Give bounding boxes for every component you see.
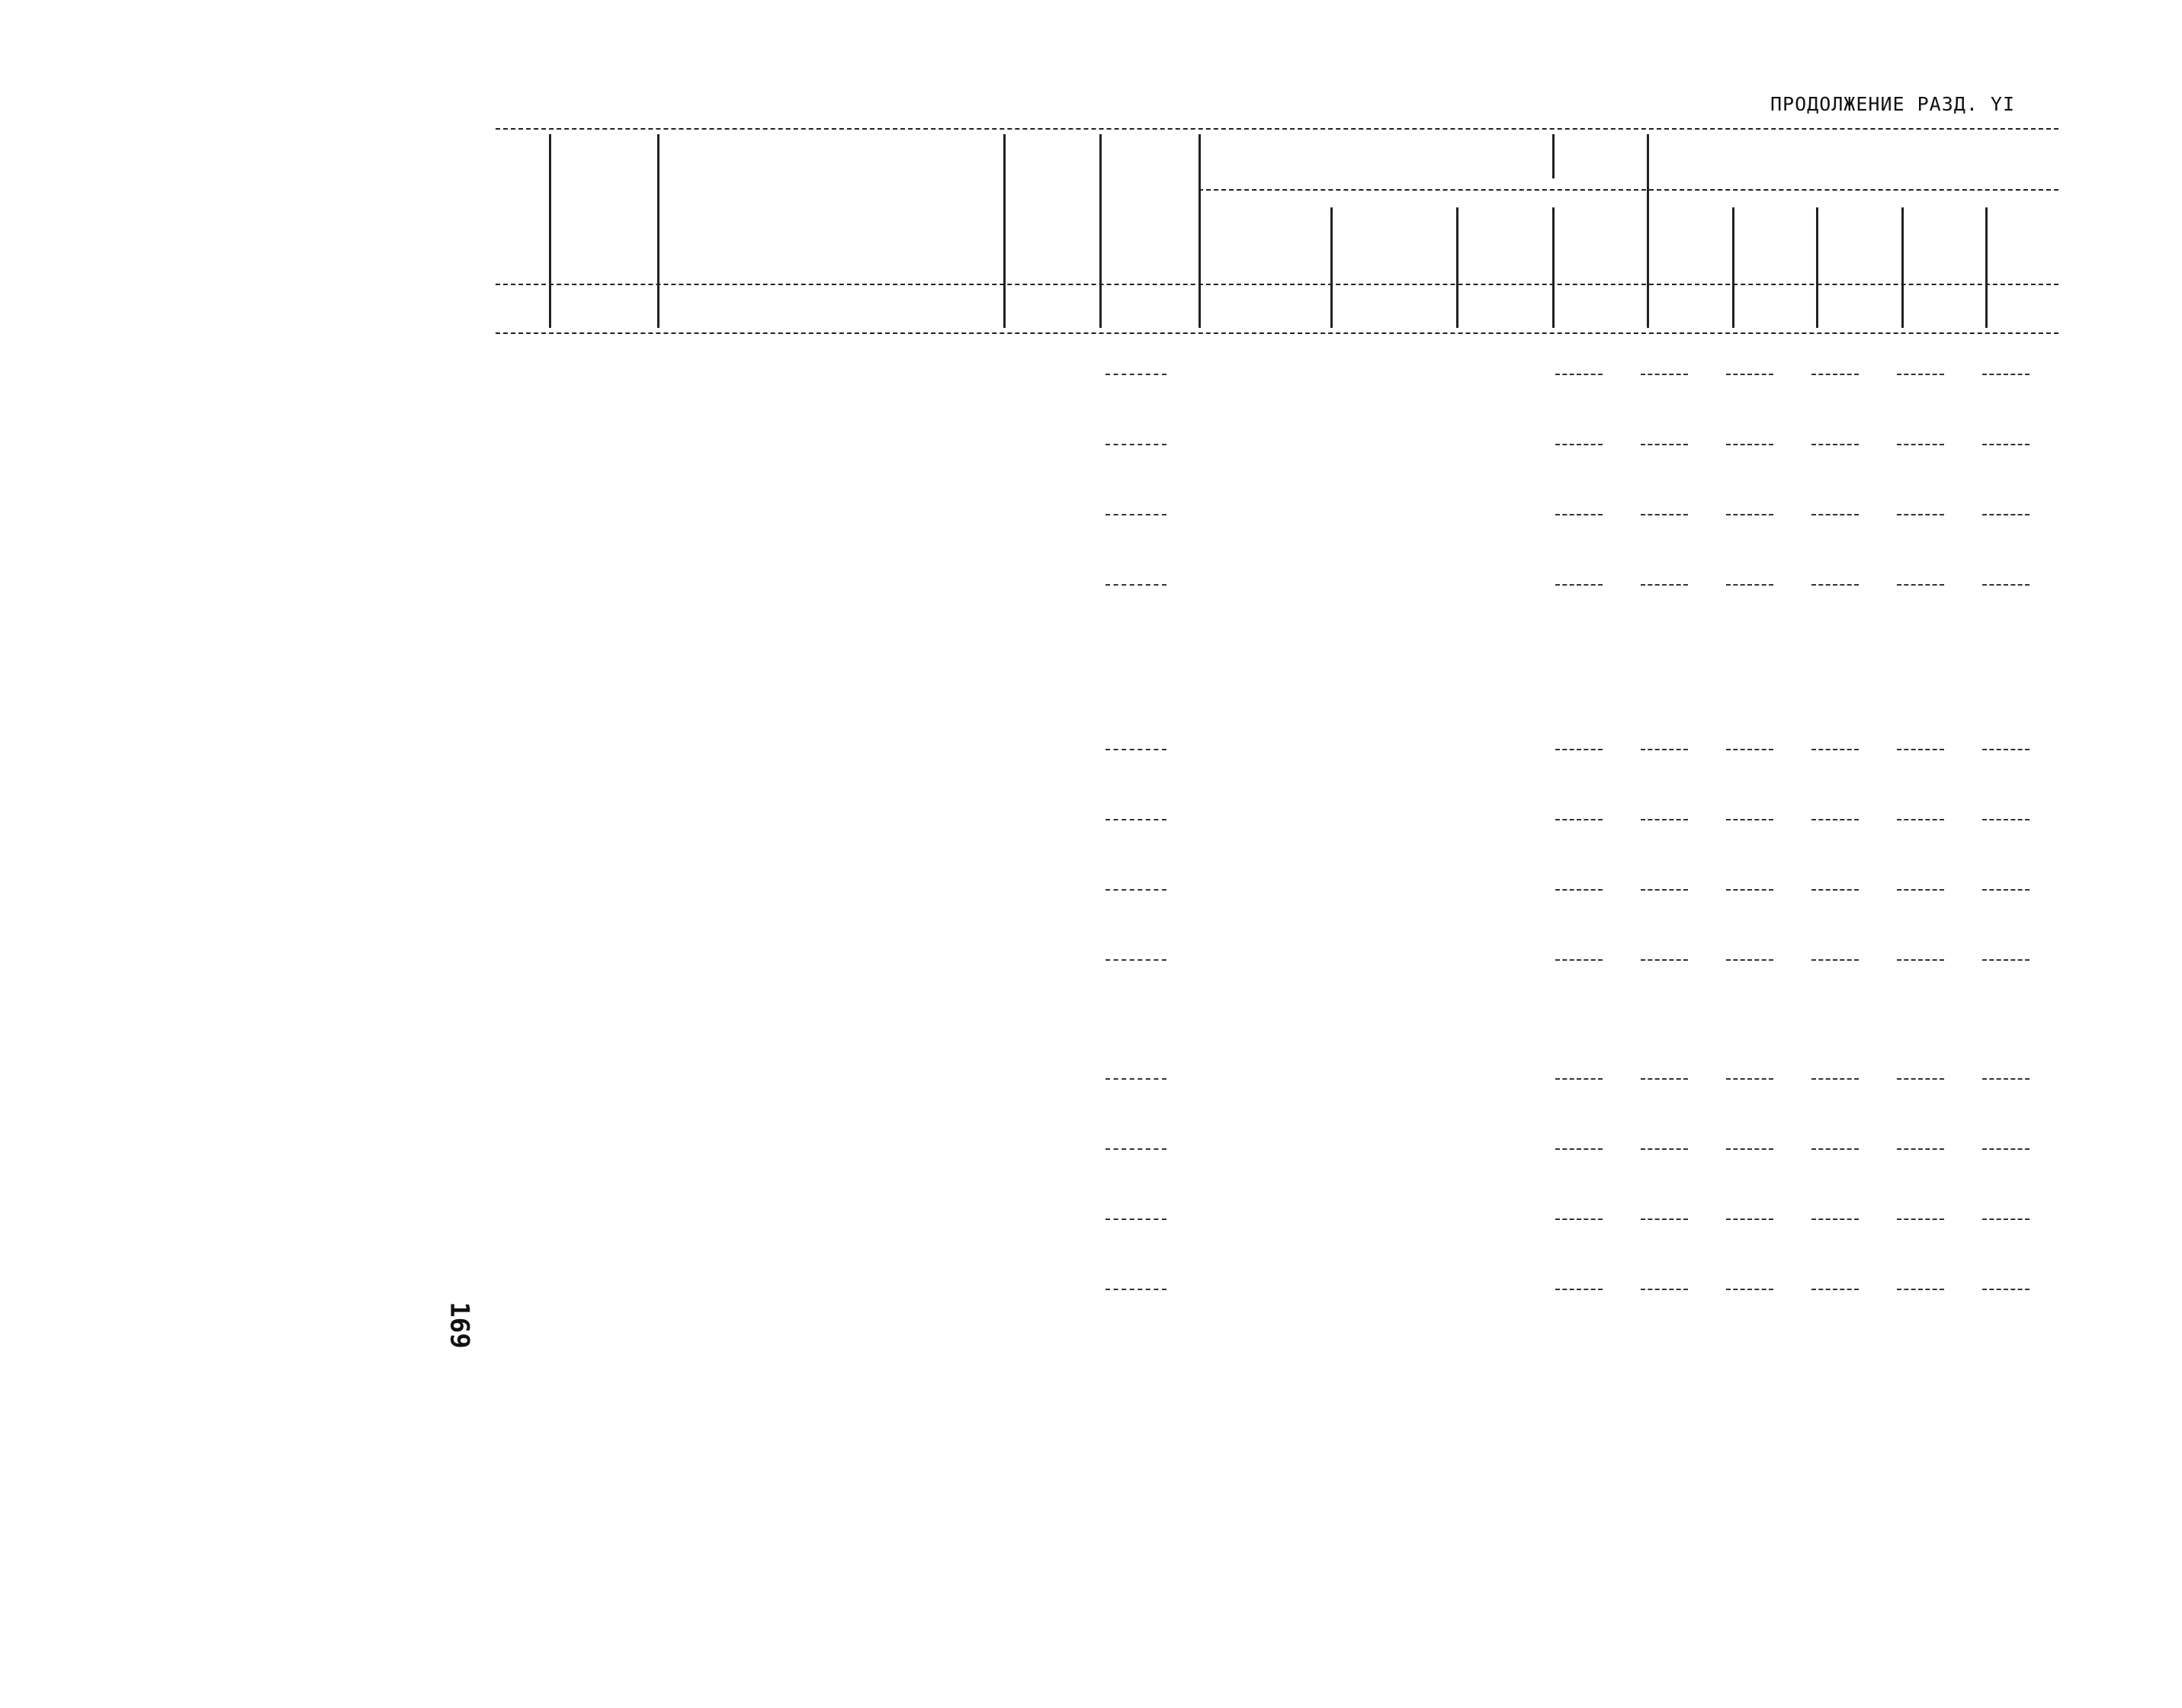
column-divider [1985,207,1988,328]
region-fraction-line [1811,889,1859,891]
region-fraction-line [1897,1289,1944,1290]
column-divider [1552,207,1555,328]
region-fraction-line [1811,1148,1859,1150]
region-fraction-line [1641,819,1688,820]
region-fraction-line [1982,819,2030,820]
column-divider [1901,207,1904,328]
region-fraction-line [1641,1148,1688,1150]
region-fraction-line [1726,1148,1773,1150]
region-fraction-line [1982,584,2030,586]
mass-fraction-line [1105,1218,1166,1220]
region-fraction-line [1811,1289,1859,1290]
column-divider [657,134,659,328]
region-fraction-line [1641,374,1688,375]
region-fraction-line [1555,584,1603,586]
column-divider [1198,134,1201,328]
region-fraction-line [1641,514,1688,515]
region-fraction-line [1897,1078,1944,1080]
region-fraction-line [1897,444,1944,445]
region-fraction-line [1555,889,1603,891]
region-fraction-line [1641,1078,1688,1080]
region-fraction-line [1982,1148,2030,1150]
mass-fraction-line [1105,749,1166,750]
region-fraction-line [1982,1218,2030,1220]
region-fraction-line [1811,584,1859,586]
region-fraction-line [1641,1218,1688,1220]
region-fraction-line [1641,889,1688,891]
mass-fraction-line [1105,1078,1166,1080]
region-fraction-line [1897,819,1944,820]
region-fraction-line [1897,959,1944,961]
column-divider [549,134,551,328]
region-fraction-line [1982,374,2030,375]
region-fraction-line [1726,1289,1773,1290]
region-fraction-line [1641,749,1688,750]
column-divider [1003,134,1006,328]
region-fraction-line [1726,889,1773,891]
region-fraction-line [1982,889,2030,891]
region-fraction-line [1897,1218,1944,1220]
region-fraction-line [1726,1078,1773,1080]
column-divider [1330,207,1333,328]
region-fraction-line [1811,514,1859,515]
column-divider [1732,207,1734,328]
mass-fraction-line [1105,584,1166,586]
region-fraction-line [1641,444,1688,445]
column-divider [1552,134,1555,178]
region-fraction-line [1982,444,2030,445]
region-fraction-line [1811,444,1859,445]
column-divider [1647,134,1649,328]
header-bottom-rule [496,332,2058,334]
region-fraction-line [1726,819,1773,820]
column-divider [1099,134,1102,328]
region-fraction-line [1726,584,1773,586]
mass-fraction-line [1105,819,1166,820]
region-fraction-line [1555,1078,1603,1080]
page-number: 169 [444,1302,475,1349]
mass-fraction-line [1105,1289,1166,1290]
group-rule [1198,189,2058,191]
region-fraction-line [1897,889,1944,891]
mass-fraction-line [1105,1148,1166,1150]
region-fraction-line [1811,959,1859,961]
region-fraction-line [1641,1289,1688,1290]
region-fraction-line [1726,374,1773,375]
region-fraction-line [1641,584,1688,586]
column-divider [1816,207,1818,328]
region-fraction-line [1726,959,1773,961]
region-fraction-line [1555,1148,1603,1150]
region-fraction-line [1811,819,1859,820]
region-fraction-line [1811,1218,1859,1220]
region-fraction-line [1897,1148,1944,1150]
region-fraction-line [1555,1289,1603,1290]
region-fraction-line [1726,514,1773,515]
region-fraction-line [1982,514,2030,515]
region-fraction-line [1555,374,1603,375]
mass-fraction-line [1105,514,1166,515]
region-fraction-line [1811,374,1859,375]
region-fraction-line [1555,819,1603,820]
region-fraction-line [1726,1218,1773,1220]
region-fraction-line [1726,444,1773,445]
region-fraction-line [1897,584,1944,586]
header-continuation: ПРОДОЛЖЕНИЕ РАЗД. YI [1770,93,2016,115]
region-fraction-line [1555,749,1603,750]
region-fraction-line [1897,514,1944,515]
mass-fraction-line [1105,374,1166,375]
subhead-rule [496,284,2058,285]
column-divider [1456,207,1458,328]
mass-fraction-line [1105,959,1166,961]
region-fraction-line [1555,444,1603,445]
table-top-rule [496,128,2058,130]
mass-fraction-line [1105,889,1166,891]
region-fraction-line [1897,749,1944,750]
region-fraction-line [1982,1289,2030,1290]
region-fraction-line [1811,1078,1859,1080]
region-fraction-line [1641,959,1688,961]
region-fraction-line [1982,749,2030,750]
region-fraction-line [1982,959,2030,961]
region-fraction-line [1555,959,1603,961]
region-fraction-line [1811,749,1859,750]
region-fraction-line [1982,1078,2030,1080]
region-fraction-line [1555,514,1603,515]
region-fraction-line [1897,374,1944,375]
mass-fraction-line [1105,444,1166,445]
region-fraction-line [1555,1218,1603,1220]
region-fraction-line [1726,749,1773,750]
